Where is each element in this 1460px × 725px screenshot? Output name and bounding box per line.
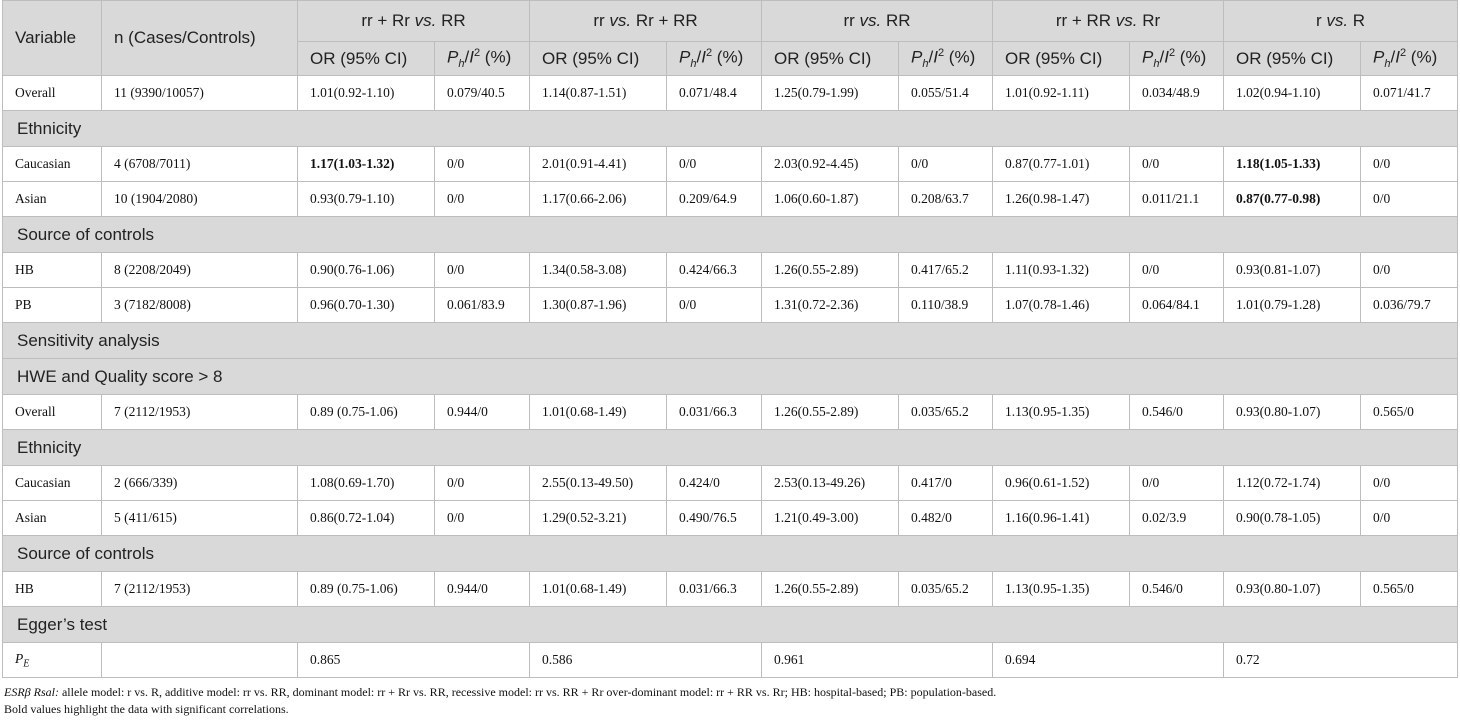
egger-value: 0.961 (762, 643, 993, 678)
row-n: 7 (2112/1953) (102, 395, 298, 430)
cell-heterogeneity: 0.424/0 (667, 466, 762, 501)
cell-heterogeneity: 0/0 (435, 501, 530, 536)
table-footnotes (4, 684, 1460, 718)
section-title: Ethnicity (3, 430, 1458, 466)
row-label: Caucasian (3, 147, 102, 182)
row-label: PB (3, 288, 102, 323)
cell-or-ci: 0.96(0.70-1.30) (298, 288, 435, 323)
row-label: Overall (3, 76, 102, 111)
cell-or-ci: 1.34(0.58-3.08) (530, 253, 667, 288)
cell-or-ci: 0.89 (0.75-1.06) (298, 395, 435, 430)
section-title: Ethnicity (3, 111, 1458, 147)
table-row (3, 76, 1458, 111)
row-n: 4 (6708/7011) (102, 147, 298, 182)
cell-or-ci: 2.03(0.92-4.45) (762, 147, 899, 182)
cell-heterogeneity: 0/0 (435, 253, 530, 288)
row-n: 2 (666/339) (102, 466, 298, 501)
row-label: Asian (3, 501, 102, 536)
cell-heterogeneity: 0.546/0 (1130, 572, 1224, 607)
cell-heterogeneity: 0/0 (1361, 147, 1458, 182)
header-model-recessive: rr vs. Rr + RR (530, 1, 762, 42)
cell-or-ci: 1.26(0.55-2.89) (762, 572, 899, 607)
header-model-allele: r vs. R (1224, 1, 1458, 42)
header-row-groups (3, 1, 1458, 42)
cell-heterogeneity: 0.565/0 (1361, 395, 1458, 430)
cell-or-ci: 1.21(0.49-3.00) (762, 501, 899, 536)
cell-or-ci: 1.17(1.03-1.32) (298, 147, 435, 182)
cell-or-ci: 1.13(0.95-1.35) (993, 572, 1130, 607)
cell-or-ci: 1.13(0.95-1.35) (993, 395, 1130, 430)
header-heterogeneity: $P_h/I^2$ (%) (899, 42, 993, 76)
cell-or-ci: 1.25(0.79-1.99) (762, 76, 899, 111)
cell-or-ci: 1.12(0.72-1.74) (1224, 466, 1361, 501)
footnote-text: allele model: r vs. R, additive model: rr vs. RR, dominant model: rr + Rr vs. RR, recessive model: rr vs. RR + Rr over-dominant model: rr + RR vs. Rr; HB: hospital-based; PB: population-based. (58, 685, 997, 699)
cell-heterogeneity: 0/0 (1130, 147, 1224, 182)
cell-heterogeneity: 0.417/65.2 (899, 253, 993, 288)
cell-heterogeneity: 0.036/79.7 (1361, 288, 1458, 323)
cell-heterogeneity: 0.482/0 (899, 501, 993, 536)
cell-or-ci: 1.01(0.92-1.10) (298, 76, 435, 111)
cell-or-ci: 0.90(0.76-1.06) (298, 253, 435, 288)
cell-heterogeneity: 0/0 (1361, 182, 1458, 217)
row-n: 11 (9390/10057) (102, 76, 298, 111)
cell-heterogeneity: 0/0 (667, 288, 762, 323)
cell-heterogeneity: 0.071/48.4 (667, 76, 762, 111)
cell-or-ci: 0.87(0.77-1.01) (993, 147, 1130, 182)
cell-heterogeneity: 0.490/76.5 (667, 501, 762, 536)
cell-or-ci: 0.93(0.80-1.07) (1224, 395, 1361, 430)
header-model-dominant: rr + Rr vs. RR (298, 1, 530, 42)
header-or-ci: OR (95% CI) (762, 42, 899, 76)
cell-heterogeneity: 0/0 (435, 147, 530, 182)
table-body (3, 76, 1458, 678)
header-heterogeneity: $P_h/I^2$ (%) (1130, 42, 1224, 76)
egger-value: 0.694 (993, 643, 1224, 678)
cell-heterogeneity: 0.209/64.9 (667, 182, 762, 217)
cell-or-ci: 1.26(0.55-2.89) (762, 253, 899, 288)
cell-or-ci: 0.89 (0.75-1.06) (298, 572, 435, 607)
cell-or-ci: 0.93(0.79-1.10) (298, 182, 435, 217)
cell-or-ci: 1.16(0.96-1.41) (993, 501, 1130, 536)
row-n: 7 (2112/1953) (102, 572, 298, 607)
cell-or-ci: 1.26(0.55-2.89) (762, 395, 899, 430)
cell-or-ci: 1.17(0.66-2.06) (530, 182, 667, 217)
cell-or-ci: 1.08(0.69-1.70) (298, 466, 435, 501)
cell-heterogeneity: 0.071/41.7 (1361, 76, 1458, 111)
header-n: n (Cases/Controls) (102, 1, 298, 76)
section-header-row (3, 430, 1458, 466)
section-header-row (3, 536, 1458, 572)
cell-heterogeneity: 0.02/3.9 (1130, 501, 1224, 536)
header-variable: Variable (3, 1, 102, 76)
cell-heterogeneity: 0.064/84.1 (1130, 288, 1224, 323)
footnote-abbreviations (4, 684, 1460, 701)
row-label: Overall (3, 395, 102, 430)
cell-heterogeneity: 0.061/83.9 (435, 288, 530, 323)
cell-or-ci: 2.01(0.91-4.41) (530, 147, 667, 182)
cell-or-ci: 0.86(0.72-1.04) (298, 501, 435, 536)
cell-heterogeneity: 0/0 (1361, 501, 1458, 536)
cell-heterogeneity: 0/0 (1361, 466, 1458, 501)
cell-heterogeneity: 0.944/0 (435, 395, 530, 430)
cell-or-ci: 1.01(0.79-1.28) (1224, 288, 1361, 323)
cell-heterogeneity: 0.565/0 (1361, 572, 1458, 607)
cell-heterogeneity: 0.417/0 (899, 466, 993, 501)
section-header-row (3, 217, 1458, 253)
cell-or-ci: 2.53(0.13-49.26) (762, 466, 899, 501)
row-label: HB (3, 253, 102, 288)
row-n: 3 (7182/8008) (102, 288, 298, 323)
header-or-ci: OR (95% CI) (530, 42, 667, 76)
table-row (3, 182, 1458, 217)
cell-heterogeneity: 0.011/21.1 (1130, 182, 1224, 217)
cell-heterogeneity: 0.944/0 (435, 572, 530, 607)
table-row (3, 501, 1458, 536)
cell-heterogeneity: 0.546/0 (1130, 395, 1224, 430)
cell-heterogeneity: 0/0 (1361, 253, 1458, 288)
cell-or-ci: 1.01(0.68-1.49) (530, 395, 667, 430)
table-row (3, 466, 1458, 501)
table-row (3, 395, 1458, 430)
cell-heterogeneity: 0/0 (1130, 253, 1224, 288)
cell-or-ci: 1.18(1.05-1.33) (1224, 147, 1361, 182)
header-or-ci: OR (95% CI) (298, 42, 435, 76)
section-title: Sensitivity analysis (3, 323, 1458, 359)
cell-heterogeneity: 0.031/66.3 (667, 572, 762, 607)
cell-or-ci: 1.02(0.94-1.10) (1224, 76, 1361, 111)
table-row (3, 572, 1458, 607)
cell-heterogeneity: 0.055/51.4 (899, 76, 993, 111)
section-header-row (3, 607, 1458, 643)
cell-or-ci: 1.01(0.92-1.11) (993, 76, 1130, 111)
cell-or-ci: 1.29(0.52-3.21) (530, 501, 667, 536)
row-label: Asian (3, 182, 102, 217)
row-label: $P_E$ (3, 643, 102, 678)
egger-row (3, 643, 1458, 678)
section-title: Source of controls (3, 217, 1458, 253)
cell-heterogeneity: 0/0 (435, 466, 530, 501)
cell-or-ci: 1.07(0.78-1.46) (993, 288, 1130, 323)
cell-or-ci: 1.06(0.60-1.87) (762, 182, 899, 217)
table-row (3, 147, 1458, 182)
header-heterogeneity: $P_h/I^2$ (%) (435, 42, 530, 76)
table-row (3, 288, 1458, 323)
row-n: 5 (411/615) (102, 501, 298, 536)
header-model-overdominant: rr + RR vs. Rr (993, 1, 1224, 42)
section-header-row (3, 111, 1458, 147)
row-n (102, 643, 298, 678)
cell-or-ci: 2.55(0.13-49.50) (530, 466, 667, 501)
cell-or-ci: 1.14(0.87-1.51) (530, 76, 667, 111)
footnote-gene-label: ESRβ Rsal: (4, 685, 59, 699)
row-label: Caucasian (3, 466, 102, 501)
results-table (2, 0, 1458, 678)
cell-heterogeneity: 0/0 (667, 147, 762, 182)
row-n: 10 (1904/2080) (102, 182, 298, 217)
header-or-ci: OR (95% CI) (1224, 42, 1361, 76)
cell-or-ci: 1.01(0.68-1.49) (530, 572, 667, 607)
cell-or-ci: 0.93(0.81-1.07) (1224, 253, 1361, 288)
cell-or-ci: 1.31(0.72-2.36) (762, 288, 899, 323)
cell-heterogeneity: 0.031/66.3 (667, 395, 762, 430)
cell-heterogeneity: 0.110/38.9 (899, 288, 993, 323)
table-row (3, 253, 1458, 288)
section-title: Egger’s test (3, 607, 1458, 643)
header-heterogeneity: $P_h/I^2$ (%) (667, 42, 762, 76)
cell-heterogeneity: 0.079/40.5 (435, 76, 530, 111)
cell-heterogeneity: 0.035/65.2 (899, 395, 993, 430)
row-n: 8 (2208/2049) (102, 253, 298, 288)
cell-or-ci: 0.90(0.78-1.05) (1224, 501, 1361, 536)
section-title: Source of controls (3, 536, 1458, 572)
cell-heterogeneity: 0.035/65.2 (899, 572, 993, 607)
row-label: HB (3, 572, 102, 607)
cell-heterogeneity: 0/0 (899, 147, 993, 182)
footnote-bold-note: Bold values highlight the data with significant correlations. (4, 702, 289, 716)
header-heterogeneity: $P_h/I^2$ (%) (1361, 42, 1458, 76)
cell-or-ci: 0.93(0.80-1.07) (1224, 572, 1361, 607)
cell-or-ci: 0.87(0.77-0.98) (1224, 182, 1361, 217)
cell-or-ci: 1.26(0.98-1.47) (993, 182, 1130, 217)
cell-heterogeneity: 0/0 (435, 182, 530, 217)
header-or-ci: OR (95% CI) (993, 42, 1130, 76)
cell-heterogeneity: 0.034/48.9 (1130, 76, 1224, 111)
cell-or-ci: 1.30(0.87-1.96) (530, 288, 667, 323)
egger-value: 0.586 (530, 643, 762, 678)
cell-or-ci: 0.96(0.61-1.52) (993, 466, 1130, 501)
cell-heterogeneity: 0.208/63.7 (899, 182, 993, 217)
egger-value: 0.865 (298, 643, 530, 678)
section-title: HWE and Quality score > 8 (3, 359, 1458, 395)
cell-heterogeneity: 0.424/66.3 (667, 253, 762, 288)
cell-heterogeneity: 0/0 (1130, 466, 1224, 501)
section-header-row (3, 323, 1458, 359)
header-model-additive: rr vs. RR (762, 1, 993, 42)
cell-or-ci: 1.11(0.93-1.32) (993, 253, 1130, 288)
egger-value: 0.72 (1224, 643, 1458, 678)
section-header-row (3, 359, 1458, 395)
